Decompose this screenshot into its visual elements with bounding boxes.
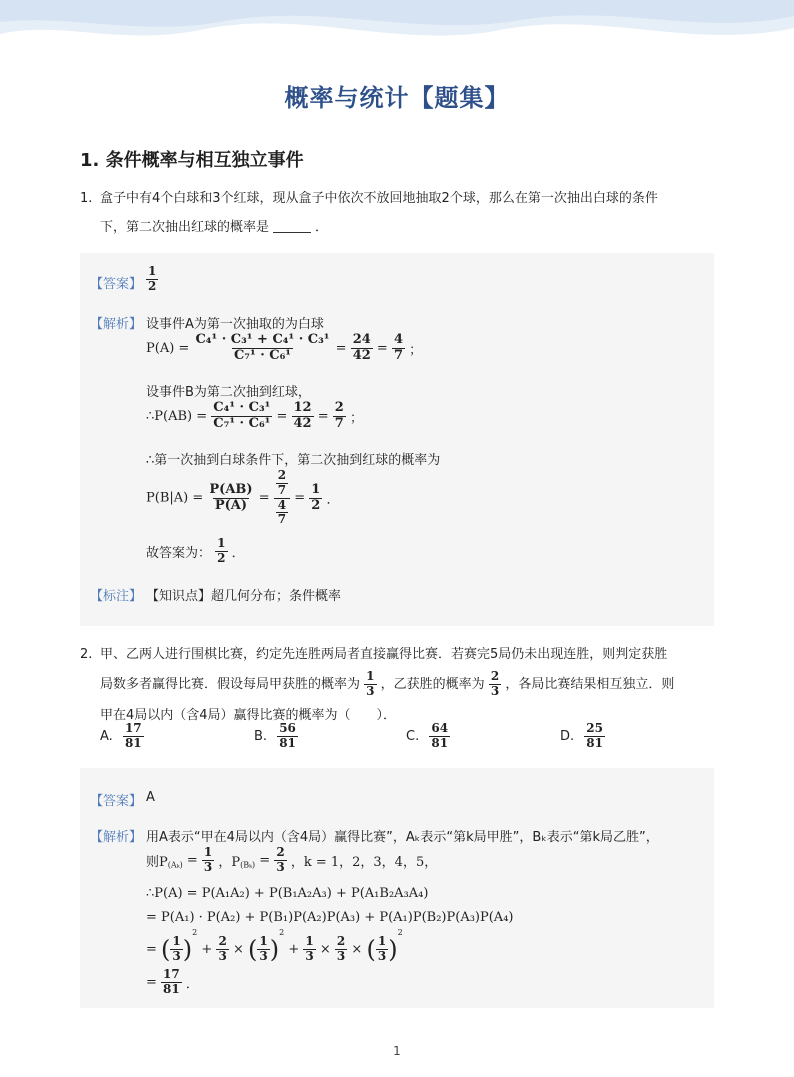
document-title: 概率与统计【题集】	[284, 84, 510, 112]
solution-panel-1	[80, 253, 714, 626]
formula-probabilities: 则$P_{(A_k)}$ = $\frac{1}{3}$ ，$P_{(B_k)}$ = $\frac{2}{3}$ ，k = 1，2，3，4，5，	[146, 845, 438, 874]
question-2	[80, 640, 708, 730]
formula-expansion: = ( $\frac{1}{3}$ )$^2$ + $\frac{2}{3}$ × ( $\frac{1}{3}$ )$^2$ + $\frac{1}{3}$ × $\frac{2}{3}$ × ( $\frac{1}{3}$ )$^2$	[146, 928, 403, 964]
analysis-line: 设事件B为第二次抽到红球，	[146, 385, 311, 400]
note-text: 【知识点】超几何分布；条件概率	[146, 589, 342, 604]
formula-line: ∴P(A) = P(A₁A₂) + P(B₁A₂A₃) + P(A₁B₂A₃A₄)	[146, 886, 429, 901]
analysis-label: 【解析】	[90, 317, 143, 332]
question-text-line: 甲、乙两人进行围棋比赛，约定先连胜两局者直接赢得比赛．若赛完5局仍未出现连胜，则判定获胜	[100, 647, 668, 662]
answer-label: 【答案】	[90, 794, 143, 809]
answer-label: 【答案】	[90, 277, 143, 292]
formula-p-ab: ∴P(AB) = $\frac{\text{C₄¹ · C₃¹}}{\text{C₇¹ · C₆¹}}$ = $\frac{12}{42}$ = $\frac{2}{7}$ ；	[146, 400, 363, 431]
formula-p-b-given-a: P(B|A) = $\frac{P(AB)}{P(A)}$ = $\frac{\frac{2}{7}}{\frac{4}{7}}$ = $\frac{1}{2}$ ．	[146, 468, 340, 527]
answer-value: A	[146, 790, 155, 805]
header-wave-decoration	[0, 0, 794, 60]
question-text-line: 下，第二次抽出红球的概率是 ．	[100, 220, 329, 235]
page-number: 1	[393, 1044, 401, 1058]
answer-value: $\frac{1}{2}$	[148, 264, 157, 293]
question-text-line: 甲在4局以内（含4局）赢得比赛的概率为（ ）．	[100, 708, 397, 723]
question-text-line: 局数多者赢得比赛．假设每局甲获胜的概率为 $\frac{1}{3}$ ，乙获胜的概率为 $\frac{2}{3}$ ，各局比赛结果相互独立．则	[100, 669, 675, 698]
section-title: 1. 条件概率与相互独立事件	[80, 150, 304, 171]
formula-p-a: P(A) = $\frac{\text{C₄¹ · C₃¹ + C₄¹ · C₃¹}}{\text{C₇¹ · C₆¹}}$ = $\frac{24}{42}$ = $\frac{4}{7}$ ；	[146, 332, 423, 363]
note-label: 【标注】	[90, 589, 143, 604]
question-number: 1.	[80, 191, 93, 206]
formula-result: = $\frac{17}{81}$ ．	[146, 967, 199, 996]
option-b[interactable]: B. $\frac{56}{81}$	[254, 721, 296, 750]
option-a[interactable]: A. $\frac{17}{81}$	[100, 721, 142, 750]
option-d[interactable]: D. $\frac{25}{81}$	[560, 721, 603, 750]
option-c[interactable]: C. $\frac{64}{81}$	[406, 721, 449, 750]
analysis-label: 【解析】	[90, 830, 143, 845]
answer-blank	[273, 219, 311, 233]
analysis-conclusion: 故答案为： $\frac{1}{2}$ ．	[146, 536, 245, 565]
question-number: 2.	[80, 647, 93, 662]
analysis-line: 设事件A为第一次抽取的为白球	[146, 317, 324, 332]
formula-line: = P(A₁) · P(A₂) + P(B₁)P(A₂)P(A₃) + P(A₁)P(B₂)P(A₃)P(A₄)	[146, 910, 514, 925]
analysis-line: 用A表示“甲在4局以内（含4局）赢得比赛”，Aₖ表示“第k局甲胜”，Bₖ表示“第k局乙胜”，	[146, 830, 659, 845]
analysis-line: ∴第一次抽到白球条件下，第二次抽到红球的概率为	[146, 453, 441, 468]
solution-panel-2	[80, 768, 714, 1008]
question-1	[80, 184, 708, 242]
question-text-line: 盒子中有4个白球和3个红球，现从盒子中依次不放回地抽取2个球，那么在第一次抽出白球的条件	[100, 191, 658, 206]
